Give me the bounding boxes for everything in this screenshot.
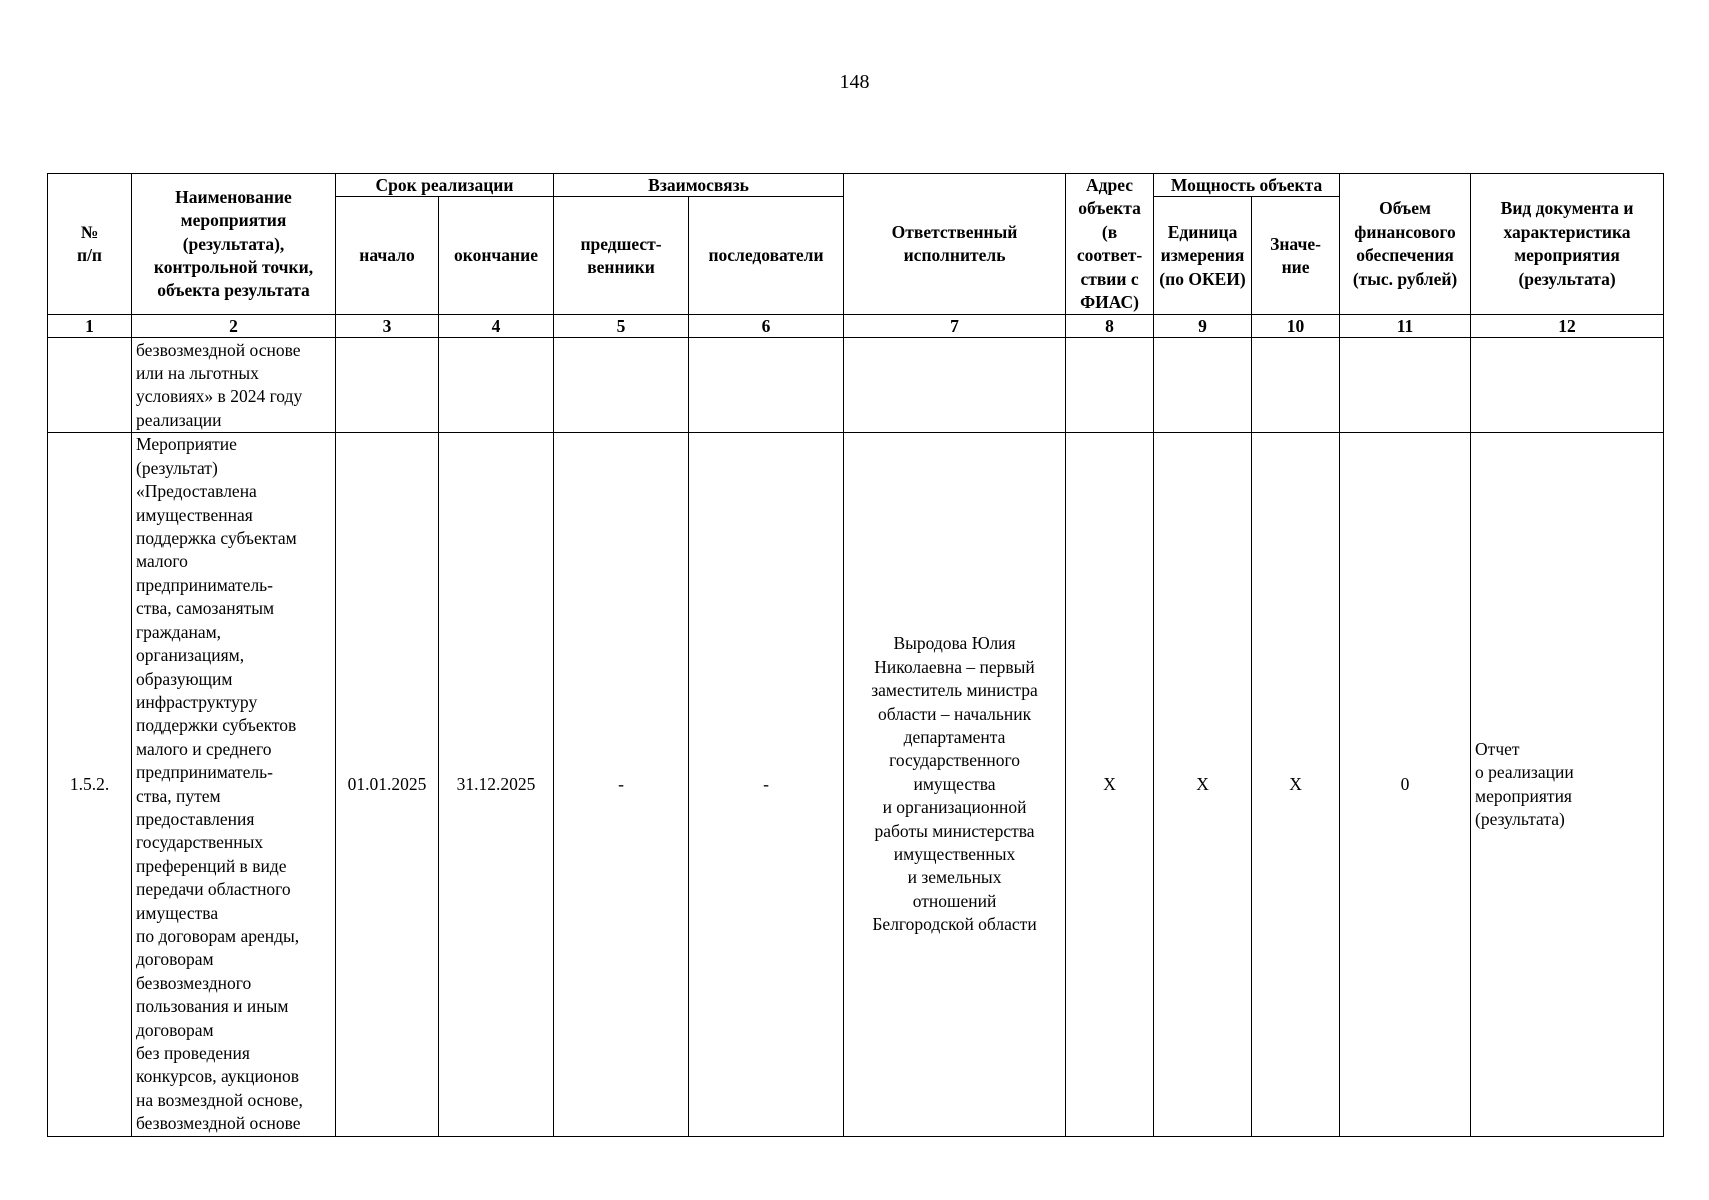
header-unit: Единица измерения (по ОКЕИ) bbox=[1154, 197, 1252, 315]
header-successors: последователи bbox=[689, 197, 844, 315]
cell-successors: - bbox=[689, 433, 844, 1136]
column-number: 6 bbox=[689, 315, 844, 338]
column-number: 2 bbox=[132, 315, 336, 338]
column-number: 7 bbox=[844, 315, 1066, 338]
cell-responsible: Выродова Юлия Николаевна – первый заместитель министра области – начальник департамента государственного имущества и организационной работы министерства имущественных и земельных отношений Белгородской области bbox=[844, 433, 1066, 1136]
header-predecessors: предшест- венники bbox=[554, 197, 689, 315]
header-finance: Объем финансового обеспечения (тыс. рублей) bbox=[1340, 174, 1471, 315]
cell-finance bbox=[1340, 338, 1471, 433]
cell-end bbox=[439, 338, 554, 433]
cell-address bbox=[1066, 338, 1154, 433]
page-number: 148 bbox=[839, 71, 870, 93]
cell-num bbox=[48, 338, 132, 433]
column-number: 4 bbox=[439, 315, 554, 338]
column-number: 5 bbox=[554, 315, 689, 338]
cell-value bbox=[1252, 338, 1340, 433]
cell-unit: Х bbox=[1154, 433, 1252, 1136]
cell-successors bbox=[689, 338, 844, 433]
cell-document: Отчет о реализации мероприятия (результата) bbox=[1471, 433, 1664, 1136]
header-address: Адрес объекта (в соответ-ствии с ФИАС) bbox=[1066, 174, 1154, 315]
header-num: № п/п bbox=[48, 174, 132, 315]
table-row bbox=[48, 433, 1664, 1136]
header-name: Наименование мероприятия (результата), контрольной точки, объекта результата bbox=[132, 174, 336, 315]
cell-name: безвозмездной основе или на льготных условиях» в 2024 году реализации bbox=[132, 338, 336, 433]
cell-start bbox=[336, 338, 439, 433]
header-start: начало bbox=[336, 197, 439, 315]
header-document: Вид документа и характеристика мероприятия (результата) bbox=[1471, 174, 1664, 315]
column-number: 8 bbox=[1066, 315, 1154, 338]
cell-responsible bbox=[844, 338, 1066, 433]
header-value: Значе- ние bbox=[1252, 197, 1340, 315]
cell-end: 31.12.2025 bbox=[439, 433, 554, 1136]
header-link-group: Взаимосвязь bbox=[554, 174, 844, 197]
cell-finance: 0 bbox=[1340, 433, 1471, 1136]
cell-start: 01.01.2025 bbox=[336, 433, 439, 1136]
column-number: 11 bbox=[1340, 315, 1471, 338]
column-number: 9 bbox=[1154, 315, 1252, 338]
column-number: 3 bbox=[336, 315, 439, 338]
cell-name: Мероприятие (результат) «Предоставлена имущественная поддержка субъектам малого предприниматель- ства, самозанятым гражданам, организациям, образующим инфраструктуру поддержки субъектов малого и среднего предприниматель- ства, путем предоставления государственных преференций в виде передачи областного имущества по договорам аренды, договорам безвозмездного пользования и иным договорам без проведения конкурсов, аукционов на возмездной основе, безвозмездной основе bbox=[132, 433, 336, 1136]
cell-value: Х bbox=[1252, 433, 1340, 1136]
cell-document bbox=[1471, 338, 1664, 433]
column-number: 12 bbox=[1471, 315, 1664, 338]
column-number: 1 bbox=[48, 315, 132, 338]
cell-num: 1.5.2. bbox=[48, 433, 132, 1136]
header-responsible: Ответственный исполнитель bbox=[844, 174, 1066, 315]
cell-address: Х bbox=[1066, 433, 1154, 1136]
column-number: 10 bbox=[1252, 315, 1340, 338]
cell-predecessors bbox=[554, 338, 689, 433]
cell-predecessors: - bbox=[554, 433, 689, 1136]
table-row bbox=[48, 338, 1664, 433]
header-end: окончание bbox=[439, 197, 554, 315]
header-power-group: Мощность объекта bbox=[1154, 174, 1340, 197]
header-term-group: Срок реализации bbox=[336, 174, 554, 197]
cell-unit bbox=[1154, 338, 1252, 433]
measures-table bbox=[47, 173, 1664, 1137]
